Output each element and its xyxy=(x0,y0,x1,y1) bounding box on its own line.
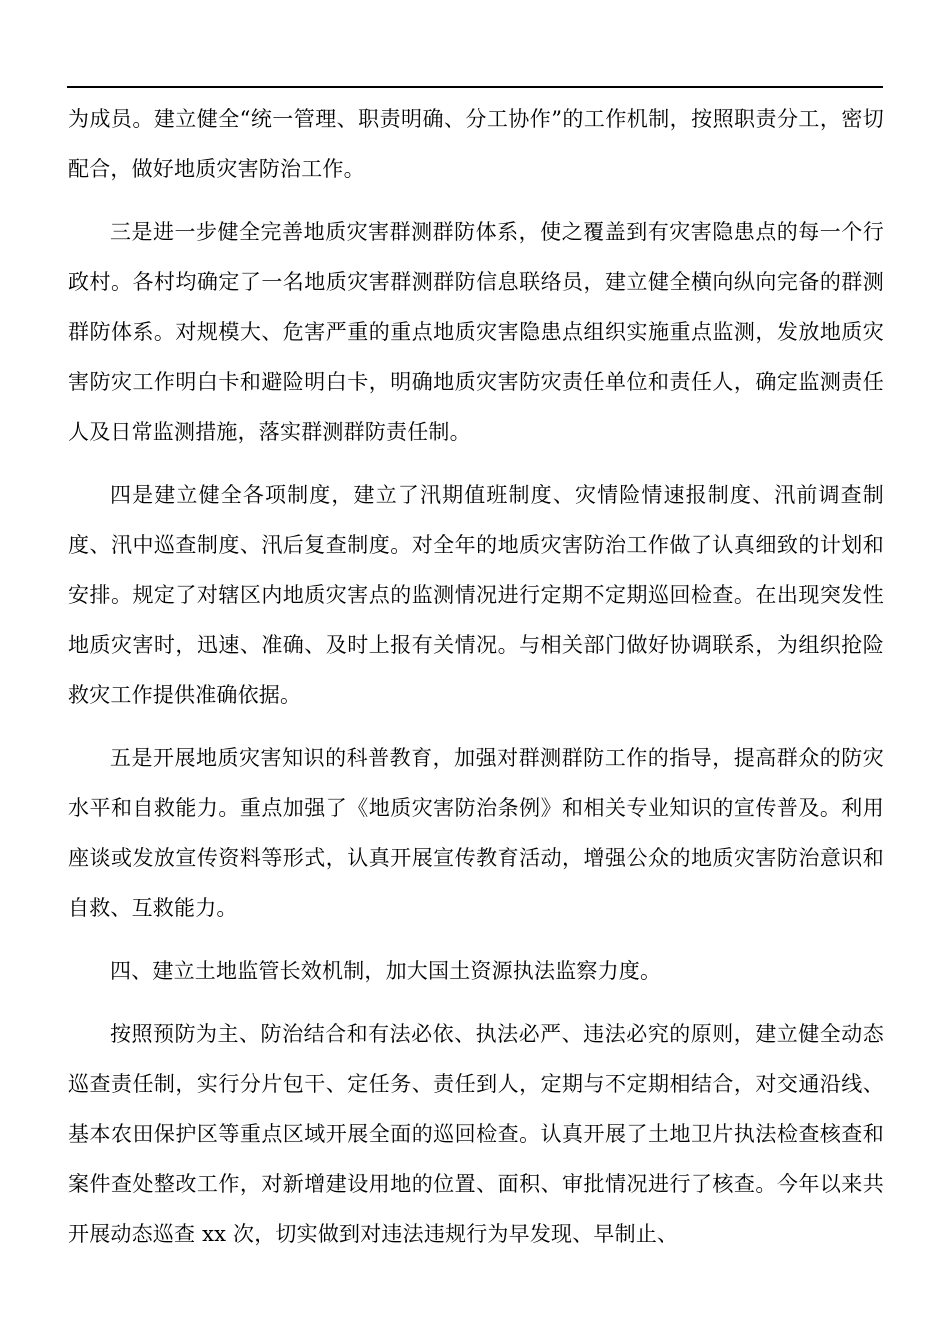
paragraph-1: 为成员。建立健全“统一管理、职责明确、分工协作”的工作机制，按照职责分工，密切配合，做好地质灾害防治工作。 xyxy=(68,107,884,181)
section-heading: 四、建立土地监管长效机制，加大国土资源执法监察力度。 xyxy=(110,959,662,983)
paragraph-4: 五是开展地质灾害知识的科普教育，加强对群测群防工作的指导，提高群众的防灾水平和自救能力。重点加强了《地质灾害防治条例》和相关专业知识的宣传普及。利用座谈或发放宣传资料等形式，认真开展宣传教育活动，增强公众的地质灾害防治意识和自救、互救能力。 xyxy=(68,746,884,920)
document-body xyxy=(68,94,884,1272)
paragraph-2: 三是进一步健全完善地质灾害群测群防体系，使之覆盖到有灾害隐患点的每一个行政村。各村均确定了一名地质灾害群测群防信息联络员，建立健全横向纵向完备的群测群防体系。对规模大、危害严重的重点地质灾害隐患点组织实施重点监测，发放地质灾害防灾工作明白卡和避险明白卡，明确地质灾害防灾责任单位和责任人，确定监测责任人及日常监测措施，落实群测群防责任制。 xyxy=(68,220,884,444)
paragraph-3: 四是建立健全各项制度，建立了汛期值班制度、灾情险情速报制度、汛前调查制度、汛中巡查制度、汛后复查制度。对全年的地质灾害防治工作做了认真细致的计划和安排。规定了对辖区内地质灾害点的监测情况进行定期不定期巡回检查。在出现突发性地质灾害时，迅速、准确、及时上报有关情况。与相关部门做好协调联系，为组织抢险救灾工作提供准确依据。 xyxy=(68,483,884,707)
paragraph-6: 按照预防为主、防治结合和有法必依、执法必严、违法必究的原则，建立健全动态巡查责任制，实行分片包干、定任务、责任到人，定期与不定期相结合，对交通沿线、基本农田保护区等重点区域开展全面的巡回检查。认真开展了土地卫片执法检查核查和案件查处整改工作，对新增建设用地的位置、面积、审批情况进行了核查。今年以来共开展动态巡查 xx 次，切实做到对违法违规行为早发现、早制止、 xyxy=(68,1022,884,1246)
header-rule xyxy=(67,86,883,88)
